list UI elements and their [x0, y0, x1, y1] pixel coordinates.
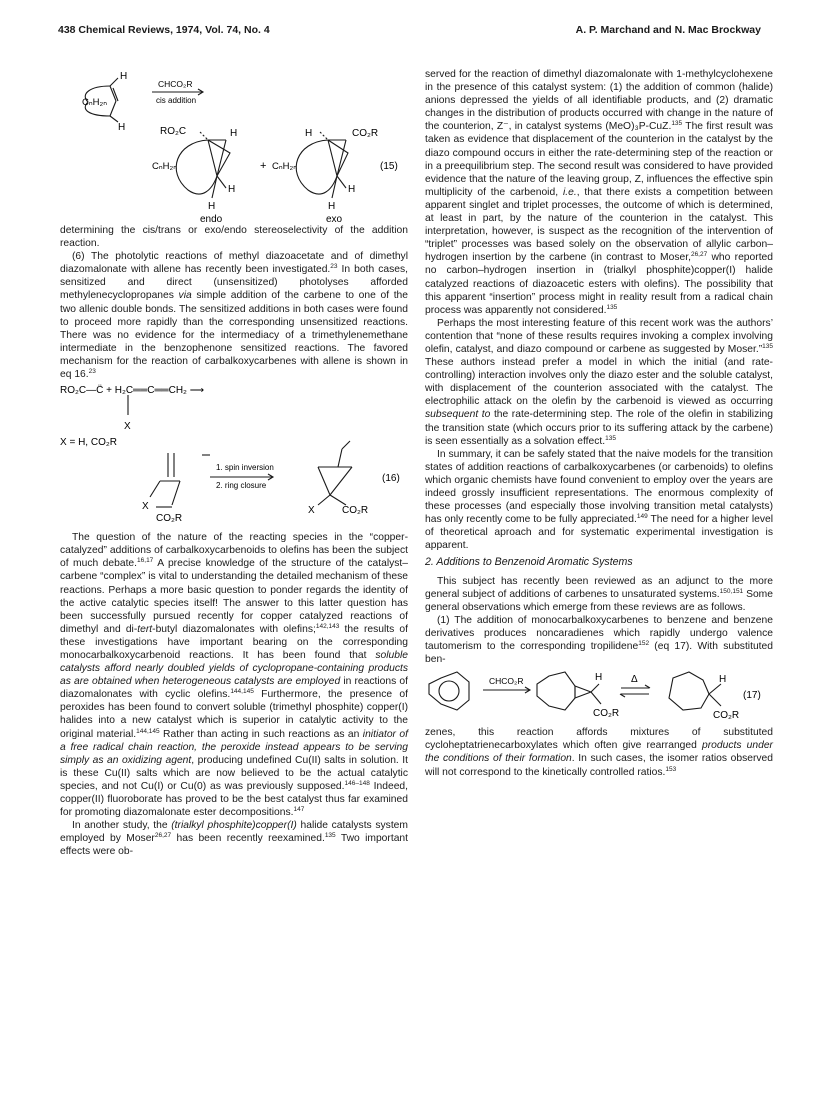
paragraph: This subject has recently been reviewed as an adjunct to the more general subject of additions of carbenes to unsaturated systems.$^{150,151}$ Some general observations which emerge from these reviews are as follows.	[425, 575, 773, 613]
co2r-17b: CO₂R	[713, 710, 740, 722]
left-column	[60, 68, 408, 858]
right-x: X	[308, 505, 315, 517]
endo-ring: CₙH₂ₙ	[152, 161, 177, 172]
running-header	[58, 24, 761, 40]
exo-h-a: H	[348, 184, 356, 195]
exo-h-b: H	[328, 201, 336, 212]
reagent-17: CHCO₂R	[489, 676, 524, 687]
left-co2r: CO₂R	[156, 513, 183, 525]
step-2: 2. ring closure	[216, 481, 267, 491]
paragraph: determining the cis/trans or exo/endo stereoselectivity of the addition reaction.	[60, 225, 408, 250]
eq-16: (16)	[382, 473, 400, 485]
paragraph: (1) The addition of monocarbalkoxycarbenes to benzene and benzene derivatives produces noncaradienes which rapidly undergo valence tautomerism to the corresponding tropilidene$^{152}$ (eq 17). With substituted ben-	[425, 614, 773, 666]
paragraph: zenes, this reaction affords mixtures of substituted cycloheptatrienecarboxylates which often give rearranged products under the conditions of their formation. In such cases, the isomer ratios observed will not correspond to the kinetically controlled ratios.$^{153}$	[425, 727, 773, 778]
h-17a: H	[595, 672, 603, 684]
left-x: X	[142, 501, 149, 513]
paragraph: The question of the nature of the reacting species in the “copper-catalyzed” additions of carbalkoxycarbenoids to olefins has been the subject of much debate.$^{16,17}$ A precise knowledge of the structure of the catalyst–carbene “complex” is vital to understanding the detailed mechanism of these reactions. Perhaps a more basic question to ponder regards the identity of the active catalytic species itself! The answer to this latter question has been successfully pursued recently for copper catalyzed reactions of dimethyl and di-tert-butyl diazomalonates with olefins;$^{142,143}$ the results of these investigations have important bearing on the corresponding monocarbalkoxycarbenoid reactions. It has been found that soluble catalysts afford nearly doubled yields of cyclopropane-containing products as are obtained when heterogeneous catalysts are employed in reactions of diazomalonates with cyclic olefins.$^{144,145}$ Furthermore, the presence of peroxides has been found to convert soluble (trimethyl phosphite) copper(I) halides into a new catalyst which is superior in catalytic activity to the original material.$^{144,145}$ Rather than acting in such reactions as an initiator of a free radical chain reaction, the peroxide instead appears to be serving simply as an oxidizing agent, producing undefined Cu(II) salts in solution. It is these Cu(II) salts which are now believed to be the actual catalytic species, and not Cu(I) or Cu(0) as was previously supposed.$^{146-148}$ Indeed, copper(II) fluoroborate has proved to be the best catalyst thus far examined for promoting diazomalonate ester decompositions.$^{147}$	[60, 532, 409, 819]
reactant-line: RO₂C—C̈ + H₂C══C══CH₂ ⟶	[60, 385, 205, 397]
endo-h-top: H	[230, 128, 238, 139]
scheme-15	[60, 68, 408, 224]
condition-label: cis addition	[156, 96, 197, 105]
eq-17: (17)	[743, 690, 761, 702]
label-exo: exo	[326, 214, 343, 224]
paragraph: In another study, the (trialkyl phosphite)copper(I) halide catalysts system employed by Moser$^{26,27}$ has been recently reexamined.$^{135}$ Two important effects were ob-	[60, 820, 409, 858]
step-1: 1. spin inversion	[216, 463, 274, 473]
exo-co2r: CO₂R	[352, 128, 379, 139]
paragraph: served for the reaction of dimethyl diazomalonate with 1-methylcyclohexene in the presence of this catalyst system: (1) the addition of common (halide) anions depressed the yields of all identifiable products, and (2) dramatic changes in the distribution of products occurred with change in the nature of the counterion, Z⁻, in catalyst systems (MeO)₃P-CuZ.$^{135}$ The first result was taken as evidence that displacement of the counterion in the catalyst by the diazo compound occurs in either the rate-determining step of the reaction or in a preequilibrium step. The second result was considered to have provided evidence that the nature of the leaving group, Z, influences the effective spin multiplicity of the carbenoid, i.e., that there exists a competition between apparent singlet and triplet processes, the outcome of which is determined, at least in part, by the nature of the counterion in the catalyst. This interpretation, however, is suspect as the recognition of the intervention of “triplet” processes was based solely on the observation of allylic carbon–hydrogen insertion by the carbene (in contrast to Moser,$^{26,27}$ who reported no carbon–hydrogen insertion in (trialkyl phosphite)copper(I) halide catalyzed reactions of diazoacetic esters with olefins). The possibility that this apparent “insertion” process might in reality result from a radical chain process was apparently not considered.$^{135}$	[425, 69, 774, 316]
delta: Δ	[631, 674, 638, 686]
scheme-16	[60, 381, 408, 531]
endo-co2r: RO₂C	[160, 126, 187, 137]
endo-h-b: H	[208, 201, 216, 212]
section-heading: 2. Additions to Benzenoid Aromatic Systems	[425, 556, 633, 569]
right-column	[425, 68, 773, 779]
reagent-label: CHCO₂R	[158, 79, 193, 89]
label-endo: endo	[200, 214, 223, 224]
authors: A. P. Marchand and N. Mac Brockway	[575, 24, 761, 36]
plus-sign: +	[260, 160, 267, 172]
x-label: X	[124, 421, 131, 433]
h-17b: H	[719, 674, 727, 686]
exo-ring: CₙH₂ₙ	[272, 161, 297, 172]
page-info: 438 Chemical Reviews, 1974, Vol. 74, No. 4	[58, 24, 270, 36]
x-definition: X = H, CO₂R	[60, 437, 117, 449]
co2r-17a: CO₂R	[593, 708, 620, 720]
endo-h-a: H	[228, 184, 236, 195]
paragraph: Perhaps the most interesting feature of this recent work was the authors’ contention that “none of these results requires invoking a complex involving olefin, catalyst, and diazo compound or carbene as suggested by Moser.”$^{135}$ These authors instead prefer a model in which the initial (and rate-controlling) interaction involves only the diazo ester and the soluble catalyst, with displacement of the counterion associated with the catalyst. The electrophilic attack on the olefin by the carbenoid is viewed as occurring subsequent to the rate-determining step. The role of the olefin in stabilizing the transition state (which occurs prior to its suffering attack by the carbene) is seen essentially as a solvation effect.$^{135}$	[425, 317, 773, 447]
paragraph: (6) The photolytic reactions of methyl diazoacetate and of dimethyl diazomalonate with allene has recently been investigated.$^{23}$ In both cases, sensitized and direct (unsensitized) photolyses afforded methylenecyclopropanes via simple addition of the carbene to one of the two allenic double bonds. The sensitized additions in both cases were found to proceed more rapidly than the corresponding unsensitized reactions. There was no evidence for the intermediacy of a trimethylenemethane intermediate in the benzophenone sensitized reactions. The favored mechanism for the reaction of carbalkoxycarbenes with allene is shown in eq 16.23	[60, 251, 409, 381]
exo-h-top: H	[305, 128, 313, 139]
paragraph: In summary, it can be safely stated that the naive models for the transition states of addition reactions of carbalkoxycarbenes (or carbenoids) to olefins which organic chemists have found convenient to employ over the years are indeed grossly insufficient representations. The enormous complexity of these processes (and especially those involving transition metal catalysts) has only recently come to be fully appreciated.$^{149}$ The need for a higher level of theoretical aproach and for systematic experimental investigation is apparent.	[425, 448, 774, 552]
h-top-label: H	[120, 71, 128, 82]
scheme-17	[425, 666, 773, 726]
ring-label: CₙH₂ₙ	[82, 97, 107, 108]
eq-15: (15)	[380, 161, 398, 172]
right-co2r: CO₂R	[342, 505, 369, 517]
h-bottom-label: H	[118, 122, 126, 133]
